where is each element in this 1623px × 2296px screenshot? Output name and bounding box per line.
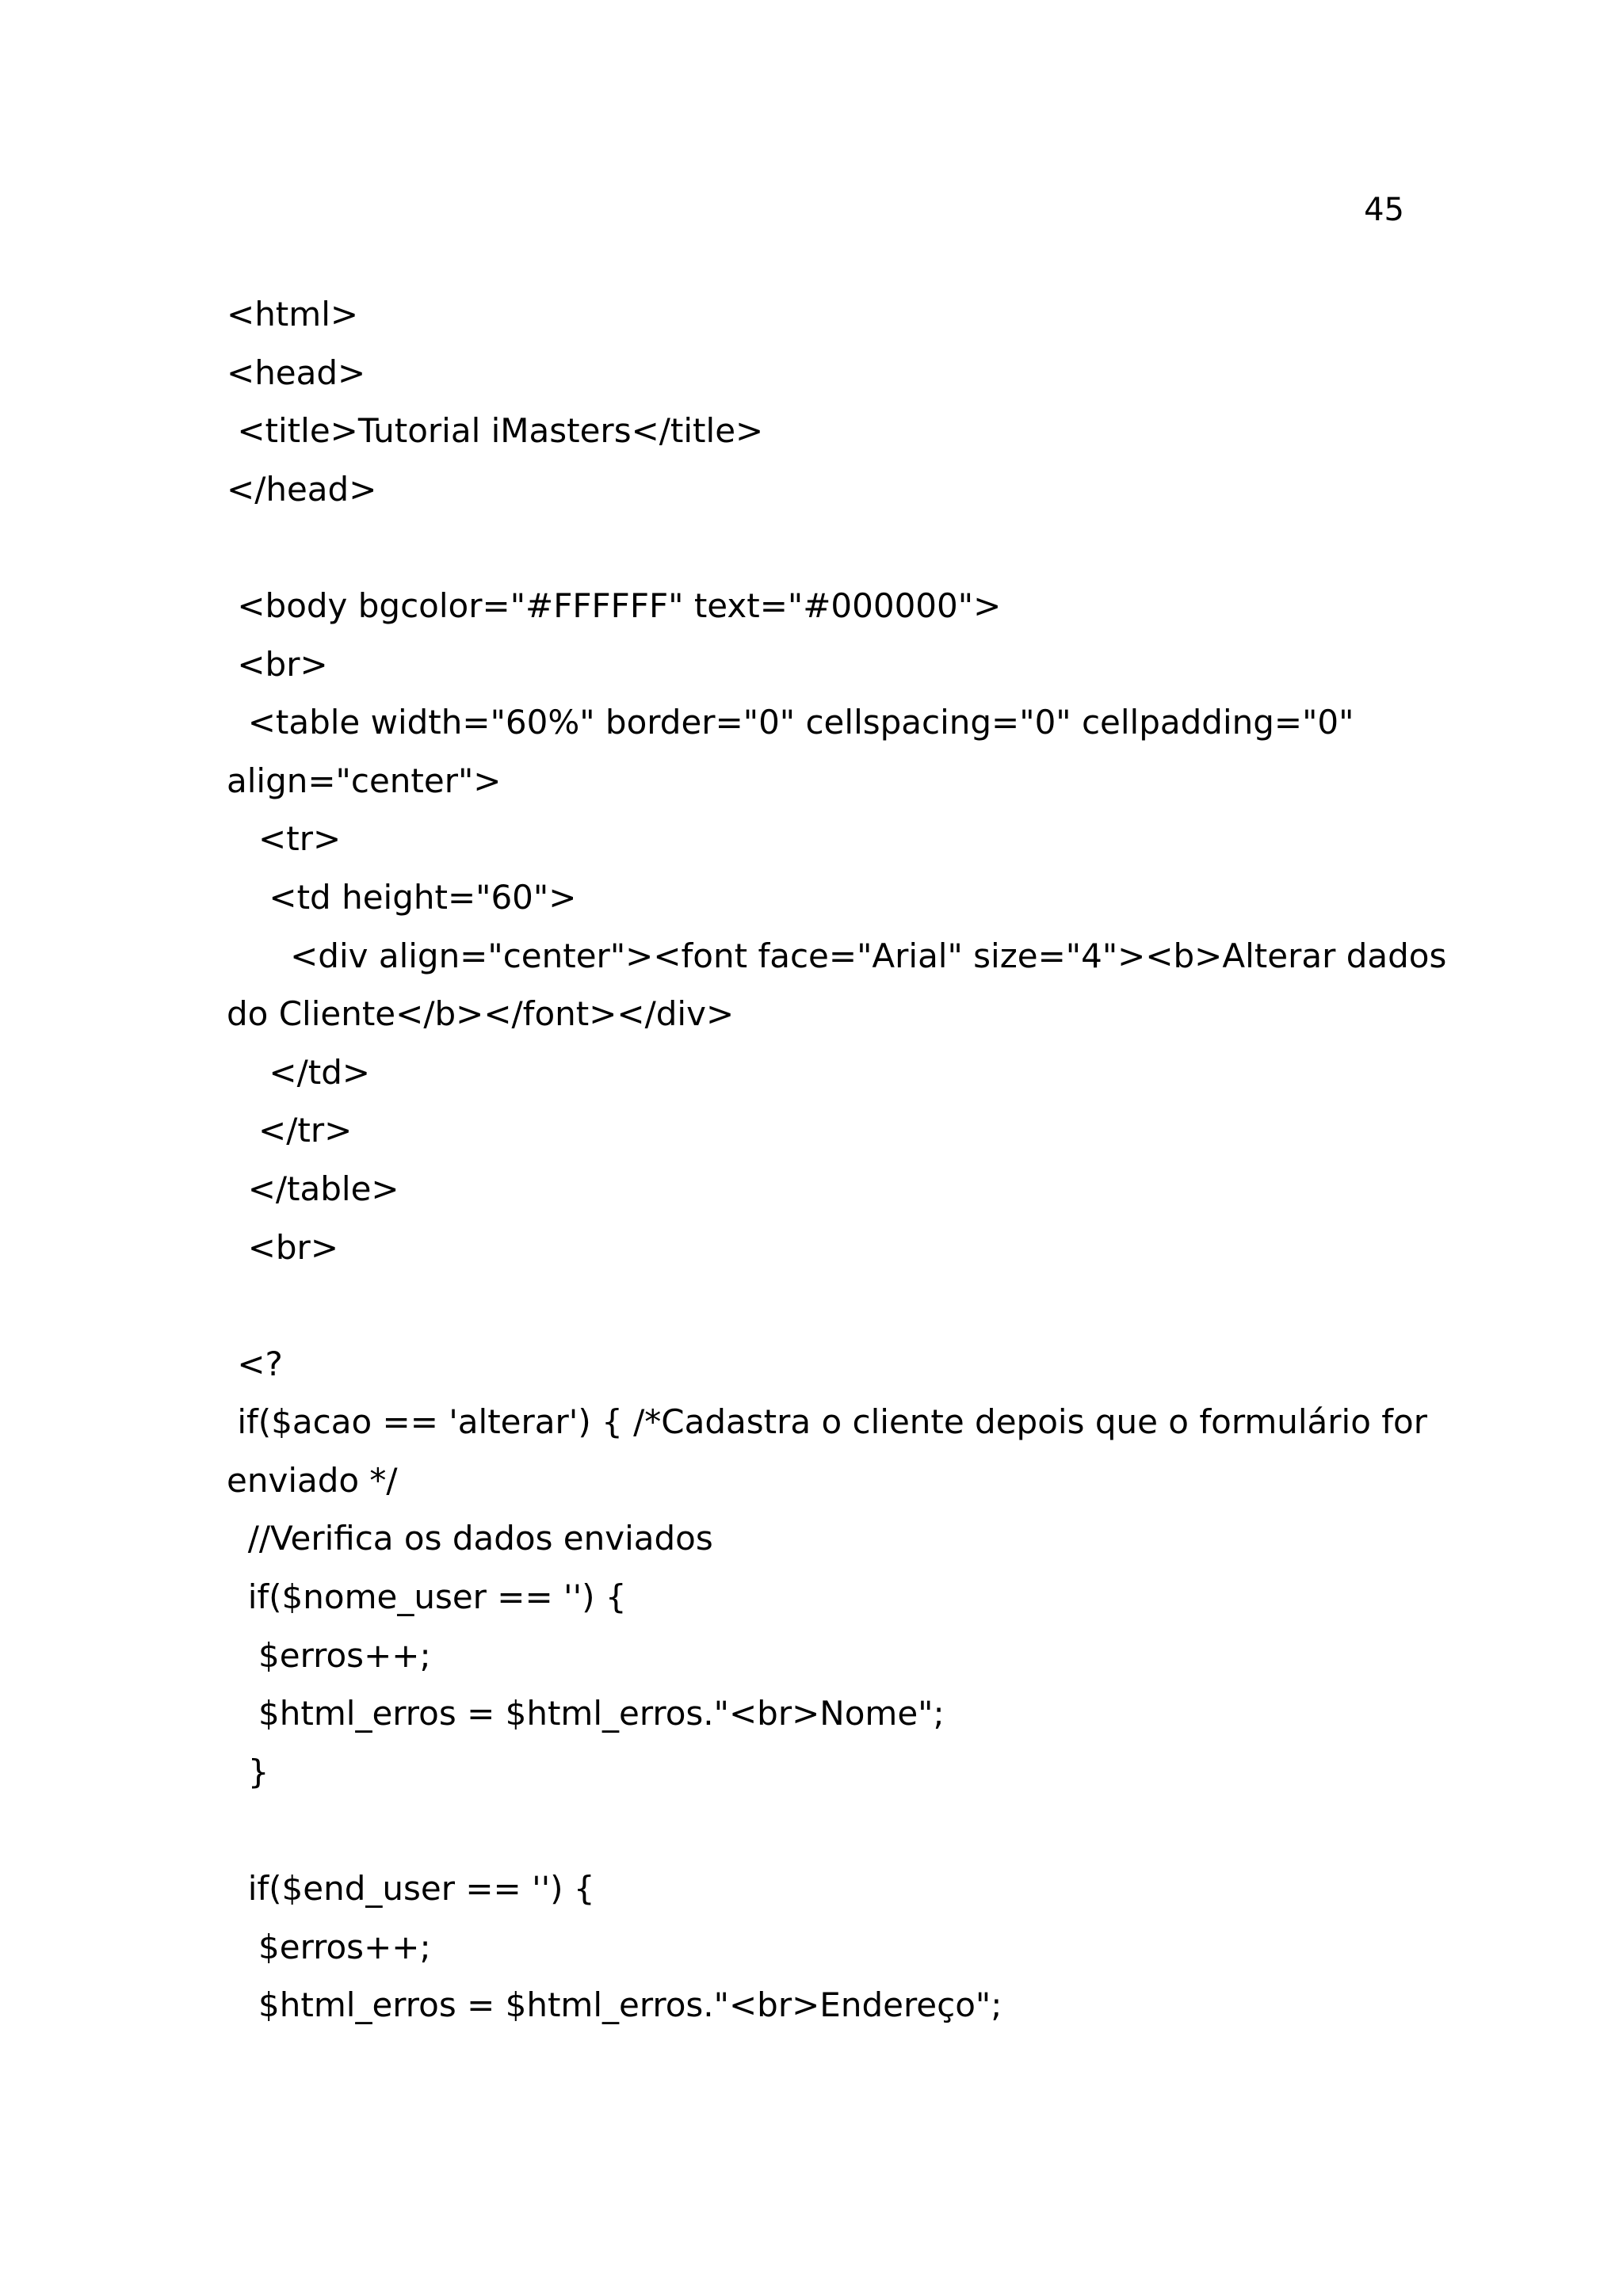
code-line: <head> bbox=[227, 353, 366, 392]
code-line: <table width="60%" border="0" cellspacing="0" cellpadding="0" bbox=[227, 703, 1354, 742]
code-line: </td> bbox=[227, 1052, 371, 1092]
code-line bbox=[227, 1276, 1415, 1335]
code-line: </head> bbox=[227, 469, 377, 509]
code-line: align="center"> bbox=[227, 761, 502, 800]
code-line bbox=[227, 518, 1415, 577]
code-line: if($nome_user == '') { bbox=[227, 1577, 627, 1617]
code-line: enviado */ bbox=[227, 1460, 398, 1500]
code-line: <div align="center"><font face="Arial" size="4"><b>Alterar dados bbox=[227, 936, 1447, 975]
code-listing bbox=[227, 285, 1447, 2035]
code-line: $erros++; bbox=[227, 1635, 431, 1675]
code-line: $html_erros = $html_erros."<br>Endereço"; bbox=[227, 1985, 1002, 2025]
code-line bbox=[227, 1801, 1415, 1859]
code-line: $html_erros = $html_erros."<br>Nome"; bbox=[227, 1694, 945, 1733]
code-line: </table> bbox=[227, 1169, 399, 1208]
code-line: //Verifica os dados enviados bbox=[227, 1519, 713, 1558]
code-line: <td height="60"> bbox=[227, 877, 577, 917]
code-line: $erros++; bbox=[227, 1927, 431, 1966]
code-line: <br> bbox=[227, 1227, 339, 1267]
code-line: <br> bbox=[227, 644, 328, 684]
code-line: <? bbox=[227, 1344, 283, 1383]
code-line: } bbox=[227, 1752, 269, 1791]
code-line: <title>Tutorial iMasters</title> bbox=[227, 411, 764, 451]
page-number: 45 bbox=[1364, 192, 1404, 228]
code-line: do Cliente</b></font></div> bbox=[227, 994, 735, 1034]
code-line: <tr> bbox=[227, 819, 342, 859]
code-line: if($end_user == '') { bbox=[227, 1869, 595, 1909]
code-line: <body bgcolor="#FFFFFF" text="#000000"> bbox=[227, 585, 1002, 625]
code-line: </tr> bbox=[227, 1111, 353, 1150]
code-line: if($acao == 'alterar') { /*Cadastra o cliente depois que o formulário for bbox=[227, 1402, 1428, 1442]
code-line: <html> bbox=[227, 295, 359, 334]
